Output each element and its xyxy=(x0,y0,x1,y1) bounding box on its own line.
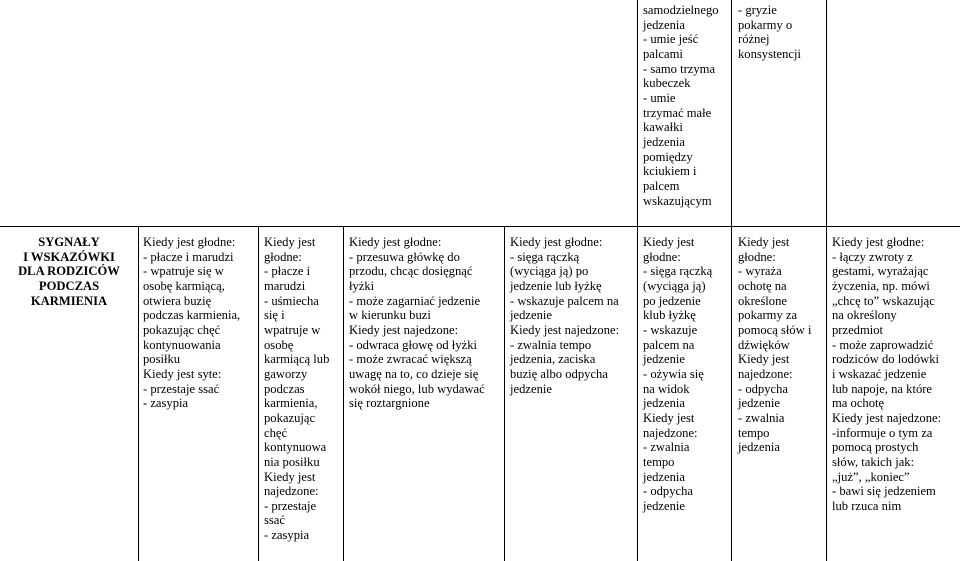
table-cell-col6: Kiedy jest głodne: - wyraża ochotę na określone pokarmy za pomocą słów i dźwięków Kiedy jest najedzone: - odpycha jedzenie - zwalnia tempo jedzenia xyxy=(738,235,812,455)
table-cell-col2: Kiedy jest głodne: - płacze i marudzi - uśmiecha się i wpatruje w osobę karmiącą lub gaworzy podczas karmienia, pokazując chęć kontynuowa nia posiłku Kiedy jest najedzone: - przestaje ssać - zasypia xyxy=(264,235,330,543)
column-divider xyxy=(731,0,732,226)
table-cell-col7: Kiedy jest głodne: - łączy zwroty z gestami, wyrażając życzenia, np. mówi „chcę to” wskazując na określony przedmiot - może zaprowadzić rodziców do lodówki i wskazać jedzenie lub napoje, na które ma ochotę Kiedy jest najedzone: -informuje o tym za pomocą prostych słów, takich jak: „już”, „koniec” - bawi się jedzeniem lub rzuca nim xyxy=(832,235,942,513)
row-header-cell: SYGNAŁY I WSKAZÓWKI DLA RODZICÓW PODCZAS KARMIENIA xyxy=(18,235,120,308)
continuation-cell-col7: samodzielnego jedzenia - umie jeść palcami - samo trzyma kubeczek - umie trzymać małe kawałki jedzenia pomiędzy kciukiem i palcem wskazującym xyxy=(643,3,719,208)
table-cell-col3: Kiedy jest głodne: - przesuwa główkę do przodu, chcąc dosięgnąć łyżki - może zagarniać jedzenie w kierunku buzi Kiedy jest najedzone: - odwraca głowę od łyżki - może zwracać większą uwagę na to, co dzieje się wokół niego, lub wydawać się roztargnione xyxy=(349,235,485,411)
column-divider xyxy=(826,0,827,226)
table-cell-col5: Kiedy jest głodne: - sięga rączką (wyciąga ją) po jedzenie klub łyżkę - wskazuje palcem na jedzenie - ożywia się na widok jedzenia Kiedy jest najedzone: - zwalnia tempo jedzenia - odpycha jedzenie xyxy=(643,235,713,513)
continuation-cell-col8: - gryzie pokarmy o różnej konsystencji xyxy=(738,3,801,61)
table-cell-col1: Kiedy jest głodne: - płacze i marudzi - wpatruje się w osobę karmiącą, otwiera buzię podczas karmienia, pokazując chęć kontynuowania posiłku Kiedy jest syte: - przestaje ssać - zasypia xyxy=(143,235,241,411)
column-divider xyxy=(258,226,259,561)
column-divider xyxy=(637,0,638,226)
column-divider xyxy=(826,226,827,561)
column-divider xyxy=(343,226,344,561)
table-cell-col4: Kiedy jest głodne: - sięga rączką (wyciąga ją) po jedzenie lub łyżkę - wskazuje palcem na jedzenie Kiedy jest najedzone: - zwalnia tempo jedzenia, zaciska buzię albo odpycha jedzenie xyxy=(510,235,620,396)
row-divider xyxy=(0,226,960,227)
column-divider xyxy=(637,226,638,561)
column-divider xyxy=(504,226,505,561)
column-divider xyxy=(138,226,139,561)
column-divider xyxy=(731,226,732,561)
